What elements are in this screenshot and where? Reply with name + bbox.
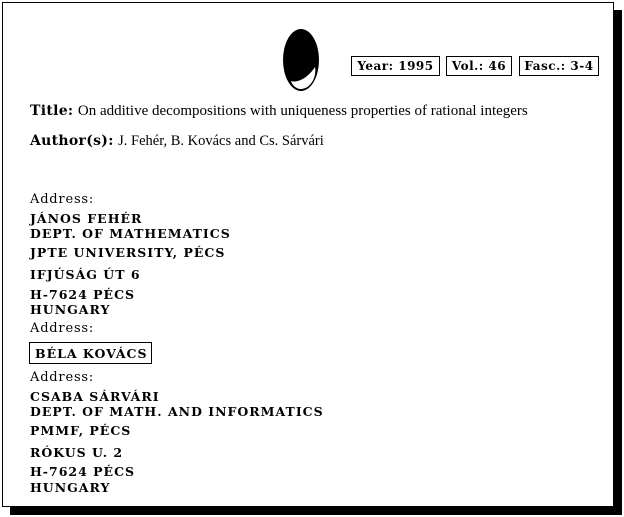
paper-title: On additive decompositions with uniqueness properties of rational integers [77, 103, 528, 119]
highlighted-address-box [29, 342, 152, 364]
journal-logo-icon [281, 27, 321, 93]
year-badge: Year: 1995 [351, 56, 440, 76]
address-line: CSABA SÁRVÁRI [30, 389, 160, 404]
title-row [30, 103, 528, 120]
address-line: DEPT. OF MATH. AND INFORMATICS [30, 404, 324, 419]
address-line: RÓKUS U. 2 [30, 445, 124, 460]
paper-record-card [2, 2, 614, 507]
address-label: Address: [30, 192, 95, 207]
address-line: H-7624 PÉCS [30, 464, 136, 479]
title-label: Title: [30, 103, 74, 119]
volume-badge: Vol.: 46 [446, 56, 512, 76]
address-line: IFJÚSÁG ÚT 6 [30, 267, 141, 282]
address-line: HUNGARY [30, 302, 111, 317]
address-line: DEPT. OF MATHEMATICS [30, 226, 231, 241]
address-line: HUNGARY [30, 480, 111, 495]
address-line: BÉLA KOVÁCS [35, 346, 148, 361]
authors-label: Author(s): [30, 133, 114, 149]
paper-authors: J. Fehér, B. Kovács and Cs. Sárvári [118, 133, 324, 149]
address-line: JÁNOS FEHÉR [30, 211, 143, 226]
address-line: H-7624 PÉCS [30, 287, 136, 302]
authors-row [30, 133, 324, 150]
address-line: JPTE UNIVERSITY, PÉCS [30, 245, 226, 260]
address-label: Address: [30, 370, 95, 385]
fascicle-badge: Fasc.: 3-4 [519, 56, 599, 76]
address-label: Address: [30, 321, 95, 336]
address-line: PMMF, PÉCS [30, 423, 132, 438]
